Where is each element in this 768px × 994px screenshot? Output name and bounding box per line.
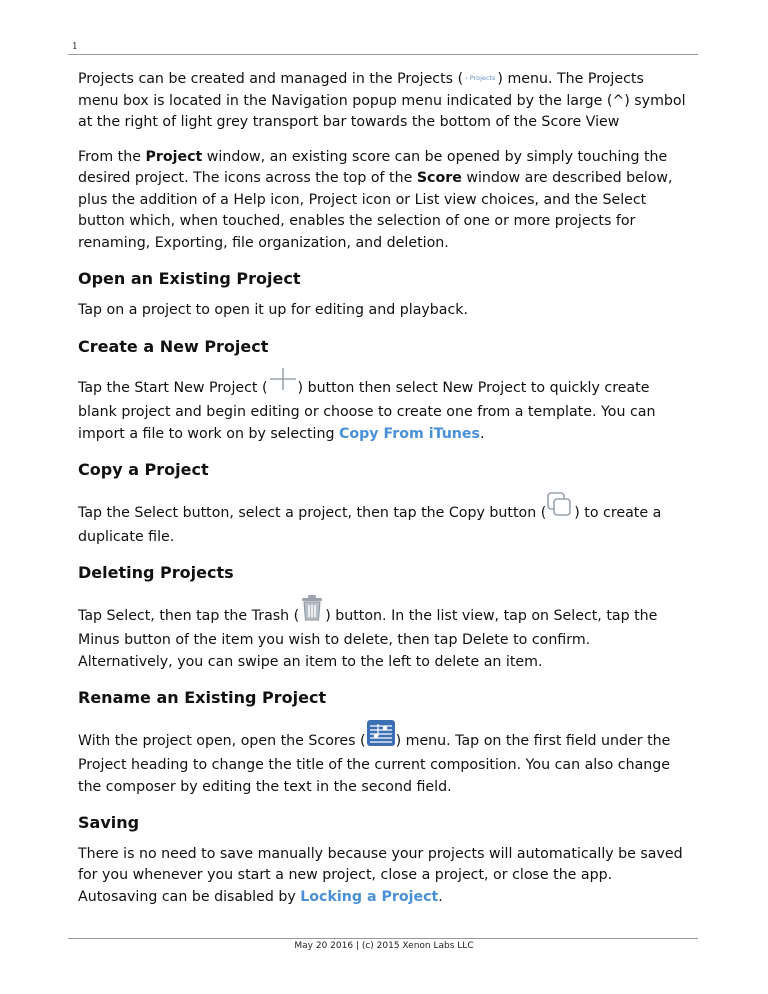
heading-rename-project: Rename an Existing Project — [78, 687, 327, 707]
plus-icon — [268, 368, 298, 401]
open-project-text: Tap on a project to open it up for editing and playback. — [78, 302, 469, 318]
create-text-b: ) button then select New Project to quickly create blank project and begin editing or choose to create one from a template. You can import a file to work on by selecting — [78, 379, 656, 442]
intro-p2-text-c: window are described below, plus the addition of a Help icon, Project icon or List view choices, and the Select button which, when touched, enables the selection of one or more projects for renaming, Exporting, file organization, and deletion. — [78, 170, 673, 251]
rename-text-a: With the project open, open the Scores ( — [78, 732, 366, 749]
saving-paragraph — [78, 844, 688, 909]
heading-deleting-projects: Deleting Projects — [78, 562, 234, 582]
header-rule — [68, 54, 698, 55]
intro-paragraph-1 — [78, 68, 688, 134]
intro-p2-bold-project: Project — [145, 148, 203, 165]
heading-create-project: Create a New Project — [78, 336, 269, 356]
document-body — [78, 68, 688, 921]
heading-saving: Saving — [78, 812, 140, 832]
intro-p2-bold-score: Score — [416, 170, 462, 186]
heading-copy-project: Copy a Project — [78, 459, 209, 479]
saving-text: There is no need to save manually because your projects will automatically be saved for you whenever you start a new project, close a project, or close the app. Autosaving can be disabled by — [78, 845, 683, 905]
copy-icon — [546, 491, 574, 526]
copy-text-b: ) to create a duplicate file. — [78, 504, 662, 545]
projects-icon-label: Projects — [469, 74, 496, 82]
intro-p2-text-b: window, an existing score can be opened by simply touching the desired project. The icons across the top of the — [78, 148, 668, 186]
intro-p2-text-a: From the — [78, 148, 146, 165]
copy-from-itunes-link[interactable]: Copy From iTunes — [338, 425, 480, 442]
rename-text-b: ) menu. Tap on the first field under the Project heading to change the title of the current composition. You can also change the composer by editing the text in the second field. — [78, 732, 671, 795]
heading-open-project: Open an Existing Project — [78, 269, 301, 288]
footer-text: May 20 2016 | (c) 2015 Xenon Labs LLC — [294, 941, 474, 951]
intro-paragraph-2 — [78, 147, 688, 255]
delete-text-b: ) button. In the list view, tap on Select, tap the Minus button of the item you wish to delete, then tap Delete to confirm. Alternatively, you can swipe an item to the left to delete an item. — [78, 607, 658, 670]
page-number: 1 — [72, 42, 78, 52]
create-text-end: . — [479, 425, 485, 442]
rename-project-paragraph — [78, 719, 688, 798]
locking-a-project-link[interactable]: Locking a Project — [300, 888, 439, 905]
trash-icon — [299, 594, 325, 629]
projects-back-icon: ‹ Projects — [465, 74, 496, 82]
footer-rule — [68, 938, 698, 939]
saving-text-end: . — [438, 888, 443, 905]
delete-text-a: Tap Select, then tap the Trash ( — [78, 607, 300, 624]
copy-text-a: Tap the Select button, select a project, then tap the Copy button ( — [78, 504, 547, 521]
create-text-a: Tap the Start New Project ( — [78, 379, 268, 396]
delete-project-paragraph — [78, 594, 688, 673]
copy-project-paragraph — [78, 491, 688, 548]
scores-icon — [366, 719, 396, 754]
intro-p1-text-b: ) menu. The Projects menu box is located in the Navigation popup menu indicated by the large (^) symbol at the right of light grey transport bar towards the bottom of the Score View — [78, 71, 686, 130]
create-project-paragraph — [78, 368, 688, 445]
intro-p1-text-a: Projects can be created and managed in the Projects ( — [78, 71, 464, 87]
